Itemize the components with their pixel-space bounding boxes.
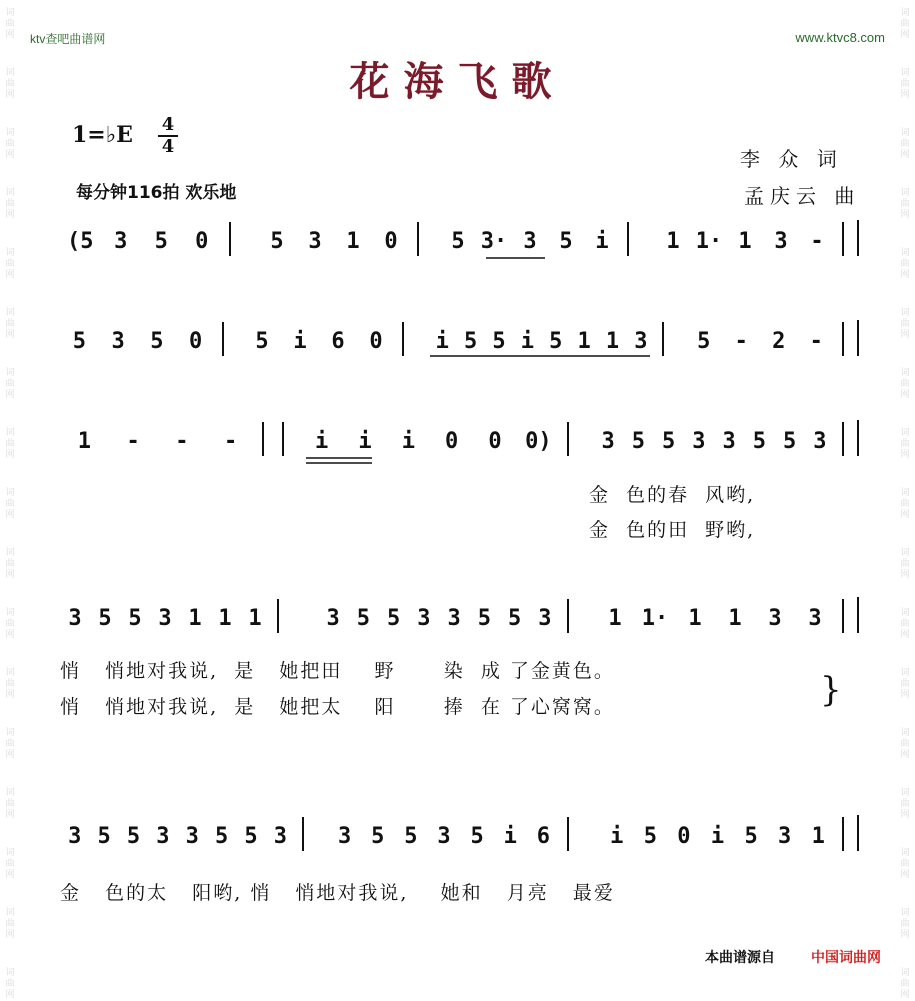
row2-note: - <box>734 329 748 354</box>
row4-note: 5 <box>98 606 112 631</box>
row5-note: 3 <box>185 824 199 849</box>
row2-note: 5 <box>150 329 164 354</box>
row4-note: 5 <box>387 606 401 631</box>
watermark-text: 词 曲 网 <box>5 488 15 520</box>
row5-note: 5 <box>214 824 229 849</box>
watermark-text: 词 曲 网 <box>5 8 15 40</box>
row1-note: 1 <box>666 229 680 254</box>
lyrics-row3-verse1: 金 色的春 风哟, <box>589 484 756 506</box>
row5-note: 3 <box>778 824 792 849</box>
row5-note: i <box>503 824 517 849</box>
row5-note: 0 <box>677 824 691 849</box>
lyricist-credit: 李 众 词 <box>740 147 843 171</box>
row2-note: i <box>520 329 534 354</box>
row5-note: i <box>610 824 624 849</box>
watermark-text: 词 曲 网 <box>900 788 910 820</box>
row2-note: 5 <box>492 329 506 354</box>
row4-note: 5 <box>128 606 142 631</box>
row4-note: 3 <box>68 606 82 631</box>
lyrics-row5-verse1: 金 色的太 阳哟, 悄 悄地对我说, 她和 月亮 最爱 <box>60 882 615 904</box>
row3-note: i <box>315 429 329 454</box>
row5-note: 5 <box>404 824 418 849</box>
row3-note: 1 <box>77 429 91 454</box>
source-link[interactable]: 中国词曲网 <box>811 950 881 966</box>
row5-note: 3 <box>68 824 82 849</box>
row2-note: 3 <box>634 329 648 354</box>
watermark-text: 词 曲 网 <box>5 728 15 760</box>
tempo-marking: 每分钟116拍 欢乐地 <box>76 183 237 203</box>
row5-note: 5 <box>470 824 484 849</box>
watermark-text: 词 曲 网 <box>900 68 910 100</box>
watermark-text: 词 曲 网 <box>5 128 15 160</box>
row2-note: 1 <box>605 329 620 354</box>
row5-note: 3 <box>437 824 451 849</box>
row4-note: 1 <box>688 606 702 631</box>
row2-note: 5 <box>549 329 563 354</box>
watermark-text: 词 曲 网 <box>900 308 910 340</box>
row2-note: 0 <box>369 329 383 354</box>
row5-note: i <box>710 824 725 849</box>
row2-note: 0 <box>189 329 203 354</box>
row5-note: 5 <box>97 824 111 849</box>
row1-note: 0 <box>195 229 209 254</box>
watermark-text: 词 曲 网 <box>5 368 15 400</box>
row3-note: 5 <box>662 429 676 454</box>
watermark-text: 词 曲 网 <box>5 788 15 820</box>
row1-note: i <box>595 229 609 254</box>
source-label: 本曲谱源自 <box>705 950 775 966</box>
row5-note: 3 <box>273 824 287 849</box>
row2-note: 5 <box>697 329 711 354</box>
row2-note: - <box>809 329 823 354</box>
watermark-text: 词 曲 网 <box>900 908 910 940</box>
watermark-text: 词 曲 网 <box>5 608 15 640</box>
row1-note: 3 <box>523 229 537 254</box>
key-label: 1=♭E <box>72 122 133 148</box>
watermark-text: 词 曲 网 <box>900 848 910 880</box>
row3-note: i <box>401 429 415 454</box>
row2-note: 5 <box>72 329 86 354</box>
watermark-text: 词 曲 网 <box>5 668 15 700</box>
row3-note: 3 <box>813 429 827 454</box>
time-sig-top: 4 <box>161 114 175 135</box>
row4-note: 3 <box>326 606 340 631</box>
row4-note: 1· <box>641 606 669 631</box>
row4-note: 5 <box>477 606 491 631</box>
row1-note: 3 <box>308 229 322 254</box>
row3-note: i <box>358 429 372 454</box>
site-left-label: ktv查吧曲谱网 <box>30 32 106 46</box>
row4-note: 1 <box>218 606 232 631</box>
row3-note: 0) <box>525 429 552 454</box>
watermark-text: 词 曲 网 <box>900 548 910 580</box>
watermark-text: 词 曲 网 <box>900 188 910 220</box>
song-title: 花海飞歌 <box>349 58 566 105</box>
lyrics-row4-verse1: 悄 悄地对我说, 是 她把田 野 染 成 了金黄色。 <box>60 660 615 682</box>
watermark-text: 词 曲 网 <box>900 668 910 700</box>
row1-note: 5 <box>270 229 284 254</box>
row3-note: - <box>126 429 140 454</box>
watermark-text: 词 曲 网 <box>5 968 15 1000</box>
row1-note: - <box>810 229 824 254</box>
row3-note: 0 <box>445 429 459 454</box>
row2-note: i <box>293 329 307 354</box>
row5-note: 3 <box>337 824 352 849</box>
row1-note: 3 <box>774 229 788 254</box>
row5-note: 5 <box>744 824 758 849</box>
watermark-text: 词 曲 网 <box>5 68 15 100</box>
row5-note: 3 <box>156 824 170 849</box>
row3-note: 5 <box>752 429 766 454</box>
row2-note: 2 <box>772 329 786 354</box>
row1-note: 0 <box>384 229 398 254</box>
row1-note: 5 <box>451 229 465 254</box>
row1-note: 3· <box>480 229 508 254</box>
watermark-text: 词 曲 网 <box>900 968 910 1000</box>
watermark-text: 词 曲 网 <box>900 728 910 760</box>
row1-note: 1 <box>346 229 360 254</box>
row5-note: 5 <box>126 824 141 849</box>
row3-note: 3 <box>692 429 706 454</box>
site-url[interactable]: www.ktvc8.com <box>795 30 885 45</box>
row2-note: 6 <box>331 329 345 354</box>
row3-note: 3 <box>722 429 736 454</box>
watermark-text: 词 曲 网 <box>5 188 15 220</box>
row5-note: 5 <box>643 824 657 849</box>
watermark-text: 词 曲 网 <box>900 428 910 460</box>
row3-note: 0 <box>488 429 502 454</box>
row1-note: 5 <box>154 229 168 254</box>
watermark-text: 词 曲 网 <box>900 8 910 40</box>
watermark-text: 词 曲 网 <box>900 248 910 280</box>
lyrics-row4-verse2: 悄 悄地对我说, 是 她把太 阳 捧 在 了心窝窝。 <box>60 696 615 718</box>
row4-note: 5 <box>356 606 370 631</box>
row1-note: (5 <box>67 229 94 254</box>
row3-note: 5 <box>783 429 797 454</box>
watermark-text: 词 曲 网 <box>5 908 15 940</box>
row5-note: 1 <box>811 824 825 849</box>
row4-note: 3 <box>808 606 822 631</box>
row4-note: 3 <box>768 606 782 631</box>
row4-note: 3 <box>158 606 172 631</box>
verse-brace: } <box>820 670 842 710</box>
row1-note: 3 <box>114 229 128 254</box>
row2-note: 5 <box>255 329 269 354</box>
row2-note: 1 <box>577 329 591 354</box>
watermark-text: 词 曲 网 <box>900 608 910 640</box>
row5-note: 6 <box>536 824 551 849</box>
row3-note: 5 <box>631 429 645 454</box>
watermark-text: 词 曲 网 <box>900 488 910 520</box>
watermark-text: 词 曲 网 <box>5 428 15 460</box>
row1-note: 1· <box>695 229 723 254</box>
row3-note: - <box>175 429 189 454</box>
row1-note: 1 <box>738 229 752 254</box>
row4-note: 3 <box>538 606 552 631</box>
row3-note: - <box>224 429 238 454</box>
watermark-text: 词 曲 网 <box>5 848 15 880</box>
row5-note: 5 <box>371 824 385 849</box>
row1-note: 5 <box>559 229 573 254</box>
time-sig-bottom: 4 <box>161 136 175 157</box>
watermark-text: 词 曲 网 <box>5 248 15 280</box>
row4-note: 1 <box>248 606 262 631</box>
composer-credit: 孟庆云 曲 <box>744 184 861 208</box>
row4-note: 1 <box>188 606 202 631</box>
watermark-text: 词 曲 网 <box>5 548 15 580</box>
row4-note: 5 <box>508 606 522 631</box>
watermark-text: 词 曲 网 <box>900 128 910 160</box>
lyrics-row3-verse2: 金 色的田 野哟, <box>589 519 756 541</box>
watermark-text: 词 曲 网 <box>900 368 910 400</box>
row4-note: 3 <box>417 606 431 631</box>
row4-note: 1 <box>728 606 742 631</box>
row2-note: 5 <box>463 329 478 354</box>
row2-note: i <box>435 329 449 354</box>
row4-note: 1 <box>608 606 622 631</box>
row4-note: 3 <box>447 606 461 631</box>
row2-note: 3 <box>111 329 125 354</box>
row5-note: 5 <box>244 824 258 849</box>
watermark-text: 词 曲 网 <box>5 308 15 340</box>
row3-note: 3 <box>601 429 615 454</box>
